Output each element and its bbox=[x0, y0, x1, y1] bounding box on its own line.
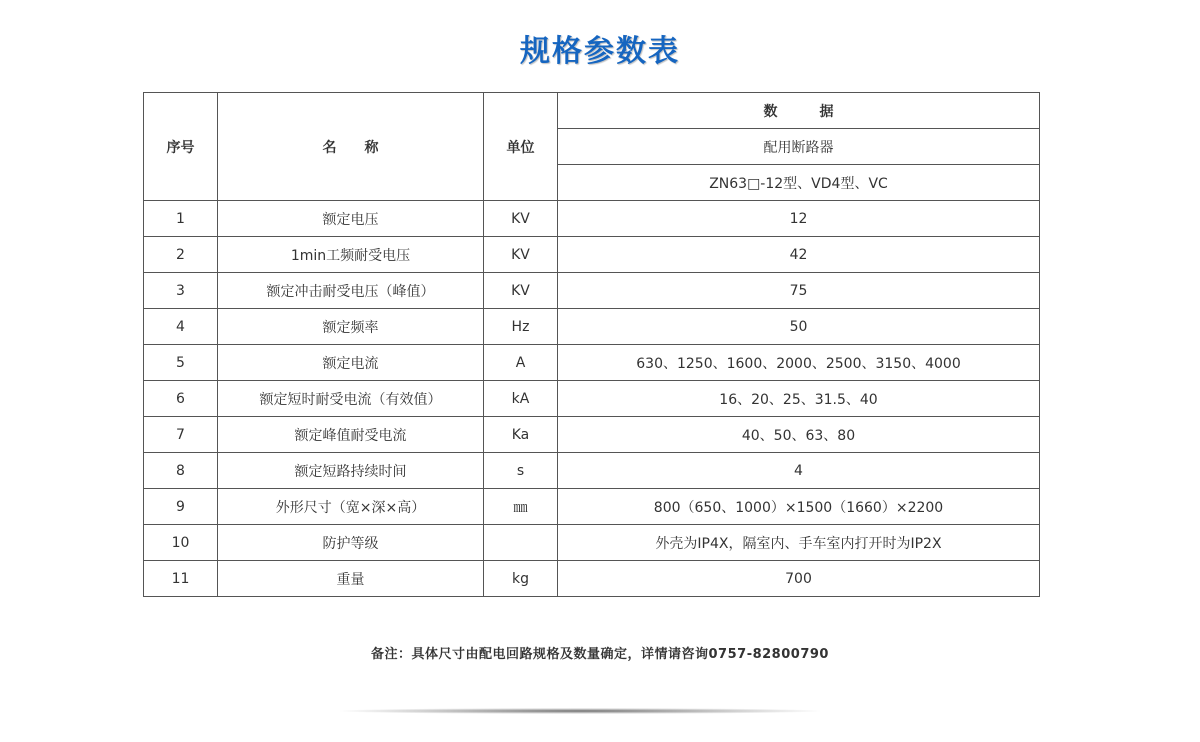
cell-value: 40、50、63、80 bbox=[558, 417, 1040, 453]
table-row bbox=[144, 417, 1040, 453]
table-row bbox=[144, 489, 1040, 525]
table-row bbox=[144, 237, 1040, 273]
table-row bbox=[144, 309, 1040, 345]
cell-value: 630、1250、1600、2000、2500、3150、4000 bbox=[558, 345, 1040, 381]
cell-unit: Hz bbox=[484, 309, 558, 345]
cell-index: 9 bbox=[144, 489, 218, 525]
cell-unit bbox=[484, 525, 558, 561]
cell-value: 42 bbox=[558, 237, 1040, 273]
table-row bbox=[144, 453, 1040, 489]
cell-index: 11 bbox=[144, 561, 218, 597]
cell-name: 额定短路持续时间 bbox=[218, 453, 484, 489]
header-unit: 单位 bbox=[484, 93, 558, 201]
table-row bbox=[144, 381, 1040, 417]
cell-value: 50 bbox=[558, 309, 1040, 345]
table-row bbox=[144, 525, 1040, 561]
cell-value: 12 bbox=[558, 201, 1040, 237]
table-row bbox=[144, 201, 1040, 237]
cell-value: 16、20、25、31.5、40 bbox=[558, 381, 1040, 417]
cell-index: 5 bbox=[144, 345, 218, 381]
cell-value: 800（650、1000）×1500（1660）×2200 bbox=[558, 489, 1040, 525]
header-breaker-models: ZN63□-12型、VD4型、VC bbox=[558, 165, 1040, 201]
cell-name: 额定频率 bbox=[218, 309, 484, 345]
cell-unit: KV bbox=[484, 201, 558, 237]
cell-unit: KV bbox=[484, 237, 558, 273]
cell-index: 10 bbox=[144, 525, 218, 561]
cell-unit: Ka bbox=[484, 417, 558, 453]
footer-note: 备注：具体尺寸由配电回路规格及数量确定，详情请咨询0757-82800790 bbox=[371, 647, 829, 662]
cell-index: 7 bbox=[144, 417, 218, 453]
cell-value: 75 bbox=[558, 273, 1040, 309]
cell-index: 6 bbox=[144, 381, 218, 417]
cell-index: 3 bbox=[144, 273, 218, 309]
cell-name: 额定冲击耐受电压（峰值） bbox=[218, 273, 484, 309]
header-breaker-label: 配用断路器 bbox=[558, 129, 1040, 165]
spec-table-body bbox=[144, 201, 1040, 597]
cell-value: 700 bbox=[558, 561, 1040, 597]
cell-unit: KV bbox=[484, 273, 558, 309]
cell-value: 外壳为IP4X，隔室内、手车室内打开时为IP2X bbox=[558, 525, 1040, 561]
header-data: 数 据 bbox=[558, 93, 1040, 129]
header-name: 名 称 bbox=[218, 93, 484, 201]
decorative-shadow-divider bbox=[340, 708, 820, 714]
cell-unit: kA bbox=[484, 381, 558, 417]
cell-index: 8 bbox=[144, 453, 218, 489]
cell-unit: ㎜ bbox=[484, 489, 558, 525]
cell-index: 4 bbox=[144, 309, 218, 345]
cell-value: 4 bbox=[558, 453, 1040, 489]
cell-index: 2 bbox=[144, 237, 218, 273]
cell-name: 1min工频耐受电压 bbox=[218, 237, 484, 273]
cell-name: 外形尺寸（宽×深×高） bbox=[218, 489, 484, 525]
cell-name: 额定短时耐受电流（有效值） bbox=[218, 381, 484, 417]
table-row bbox=[144, 273, 1040, 309]
page-title: 规格参数表 bbox=[520, 34, 680, 69]
cell-name: 额定电流 bbox=[218, 345, 484, 381]
spec-table bbox=[143, 92, 1040, 597]
spec-table-header bbox=[144, 93, 1040, 201]
header-index: 序号 bbox=[144, 93, 218, 201]
cell-name: 重量 bbox=[218, 561, 484, 597]
cell-unit: kg bbox=[484, 561, 558, 597]
cell-unit: A bbox=[484, 345, 558, 381]
cell-name: 防护等级 bbox=[218, 525, 484, 561]
cell-name: 额定电压 bbox=[218, 201, 484, 237]
table-row bbox=[144, 345, 1040, 381]
cell-index: 1 bbox=[144, 201, 218, 237]
table-row bbox=[144, 561, 1040, 597]
cell-unit: s bbox=[484, 453, 558, 489]
cell-name: 额定峰值耐受电流 bbox=[218, 417, 484, 453]
